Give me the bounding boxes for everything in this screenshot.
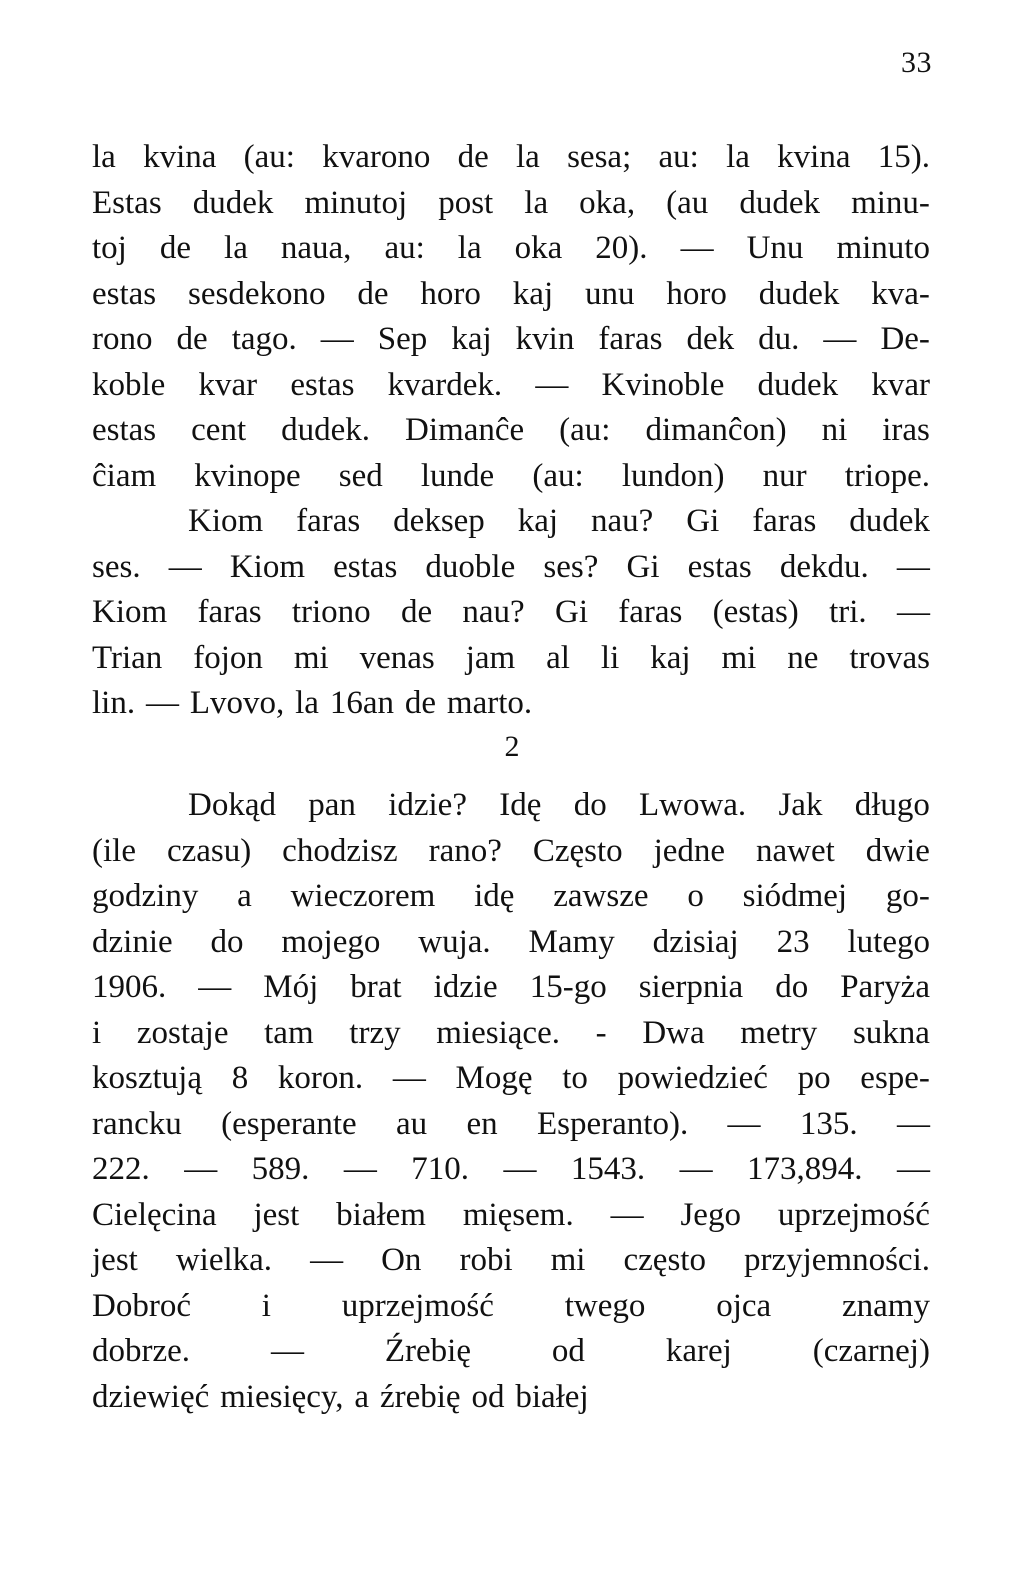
text-line: dziewięć miesięcy, a źrebię od białej [92, 1378, 589, 1415]
esperanto-text-block [92, 135, 930, 727]
text-line: Dokąd pan idzie? Idę do Lwowa. Jak długo [188, 787, 930, 823]
text-line: Trian fojon mi venas jam al li kaj mi ne trovas [92, 639, 930, 676]
text-line: kosztują 8 koron. — Mogę to powiedzieć po espe- [92, 1060, 930, 1096]
text-line: ĉiam kvinope sed lunde (au: lundon) nur triope. [92, 457, 930, 494]
text-line: godziny a wieczorem idę zawsze o siódmej go- [92, 878, 930, 914]
text-line: toj de la naua, au: la oka 20). — Unu minuto [92, 230, 930, 266]
text-line: Dobroć i uprzejmość twego ojca znamy [92, 1287, 930, 1324]
text-line: 1906. — Mój brat idzie 15-go sierpnia do Paryża [92, 969, 930, 1005]
text-line: koble kvar estas kvardek. — Kvinoble dudek kvar [92, 366, 930, 403]
page-number: 33 [901, 46, 932, 79]
text-line: estas cent dudek. Dimanĉe (au: dimanĉon) ni iras [92, 412, 930, 448]
text-line: Cielęcina jest białem mięsem. — Jego uprzejmość [92, 1196, 930, 1233]
text-line: dobrze. — Źrebię od karej (czarnej) [92, 1333, 930, 1369]
text-line: Estas dudek minutoj post la oka, (au dudek minu- [92, 184, 930, 221]
section-number: 2 [504, 730, 520, 763]
text-line: (ile czasu) chodzisz rano? Często jedne nawet dwie [92, 832, 930, 869]
text-line: ses. — Kiom estas duoble ses? Gi estas dekdu. — [92, 548, 930, 585]
text-line: i zostaje tam trzy miesiące. - Dwa metry sukna [92, 1014, 930, 1051]
text-line: Kiom faras triono de nau? Gi faras (estas) tri. — [92, 594, 930, 630]
text-line: dzinie do mojego wuja. Mamy dzisiaj 23 lutego [92, 923, 930, 960]
text-line: Kiom faras deksep kaj nau? Gi faras dudek [188, 503, 930, 539]
text-line: estas sesdekono de horo kaj unu horo dudek kva- [92, 275, 930, 312]
text-line: 222. — 589. — 710. — 1543. — 173,894. — [92, 1151, 930, 1187]
text-line: rono de tago. — Sep kaj kvin faras dek du. — De- [92, 321, 930, 357]
polish-text-block [92, 783, 930, 1420]
text-line: lin. — Lvovo, la 16an de marto. [92, 685, 533, 721]
text-line: jest wielka. — On robi mi często przyjemności. [92, 1242, 930, 1278]
text-line: rancku (esperante au en Esperanto). — 135. — [92, 1105, 930, 1142]
text-line: la kvina (au: kvarono de la sesa; au: la kvina 15). [92, 139, 930, 175]
